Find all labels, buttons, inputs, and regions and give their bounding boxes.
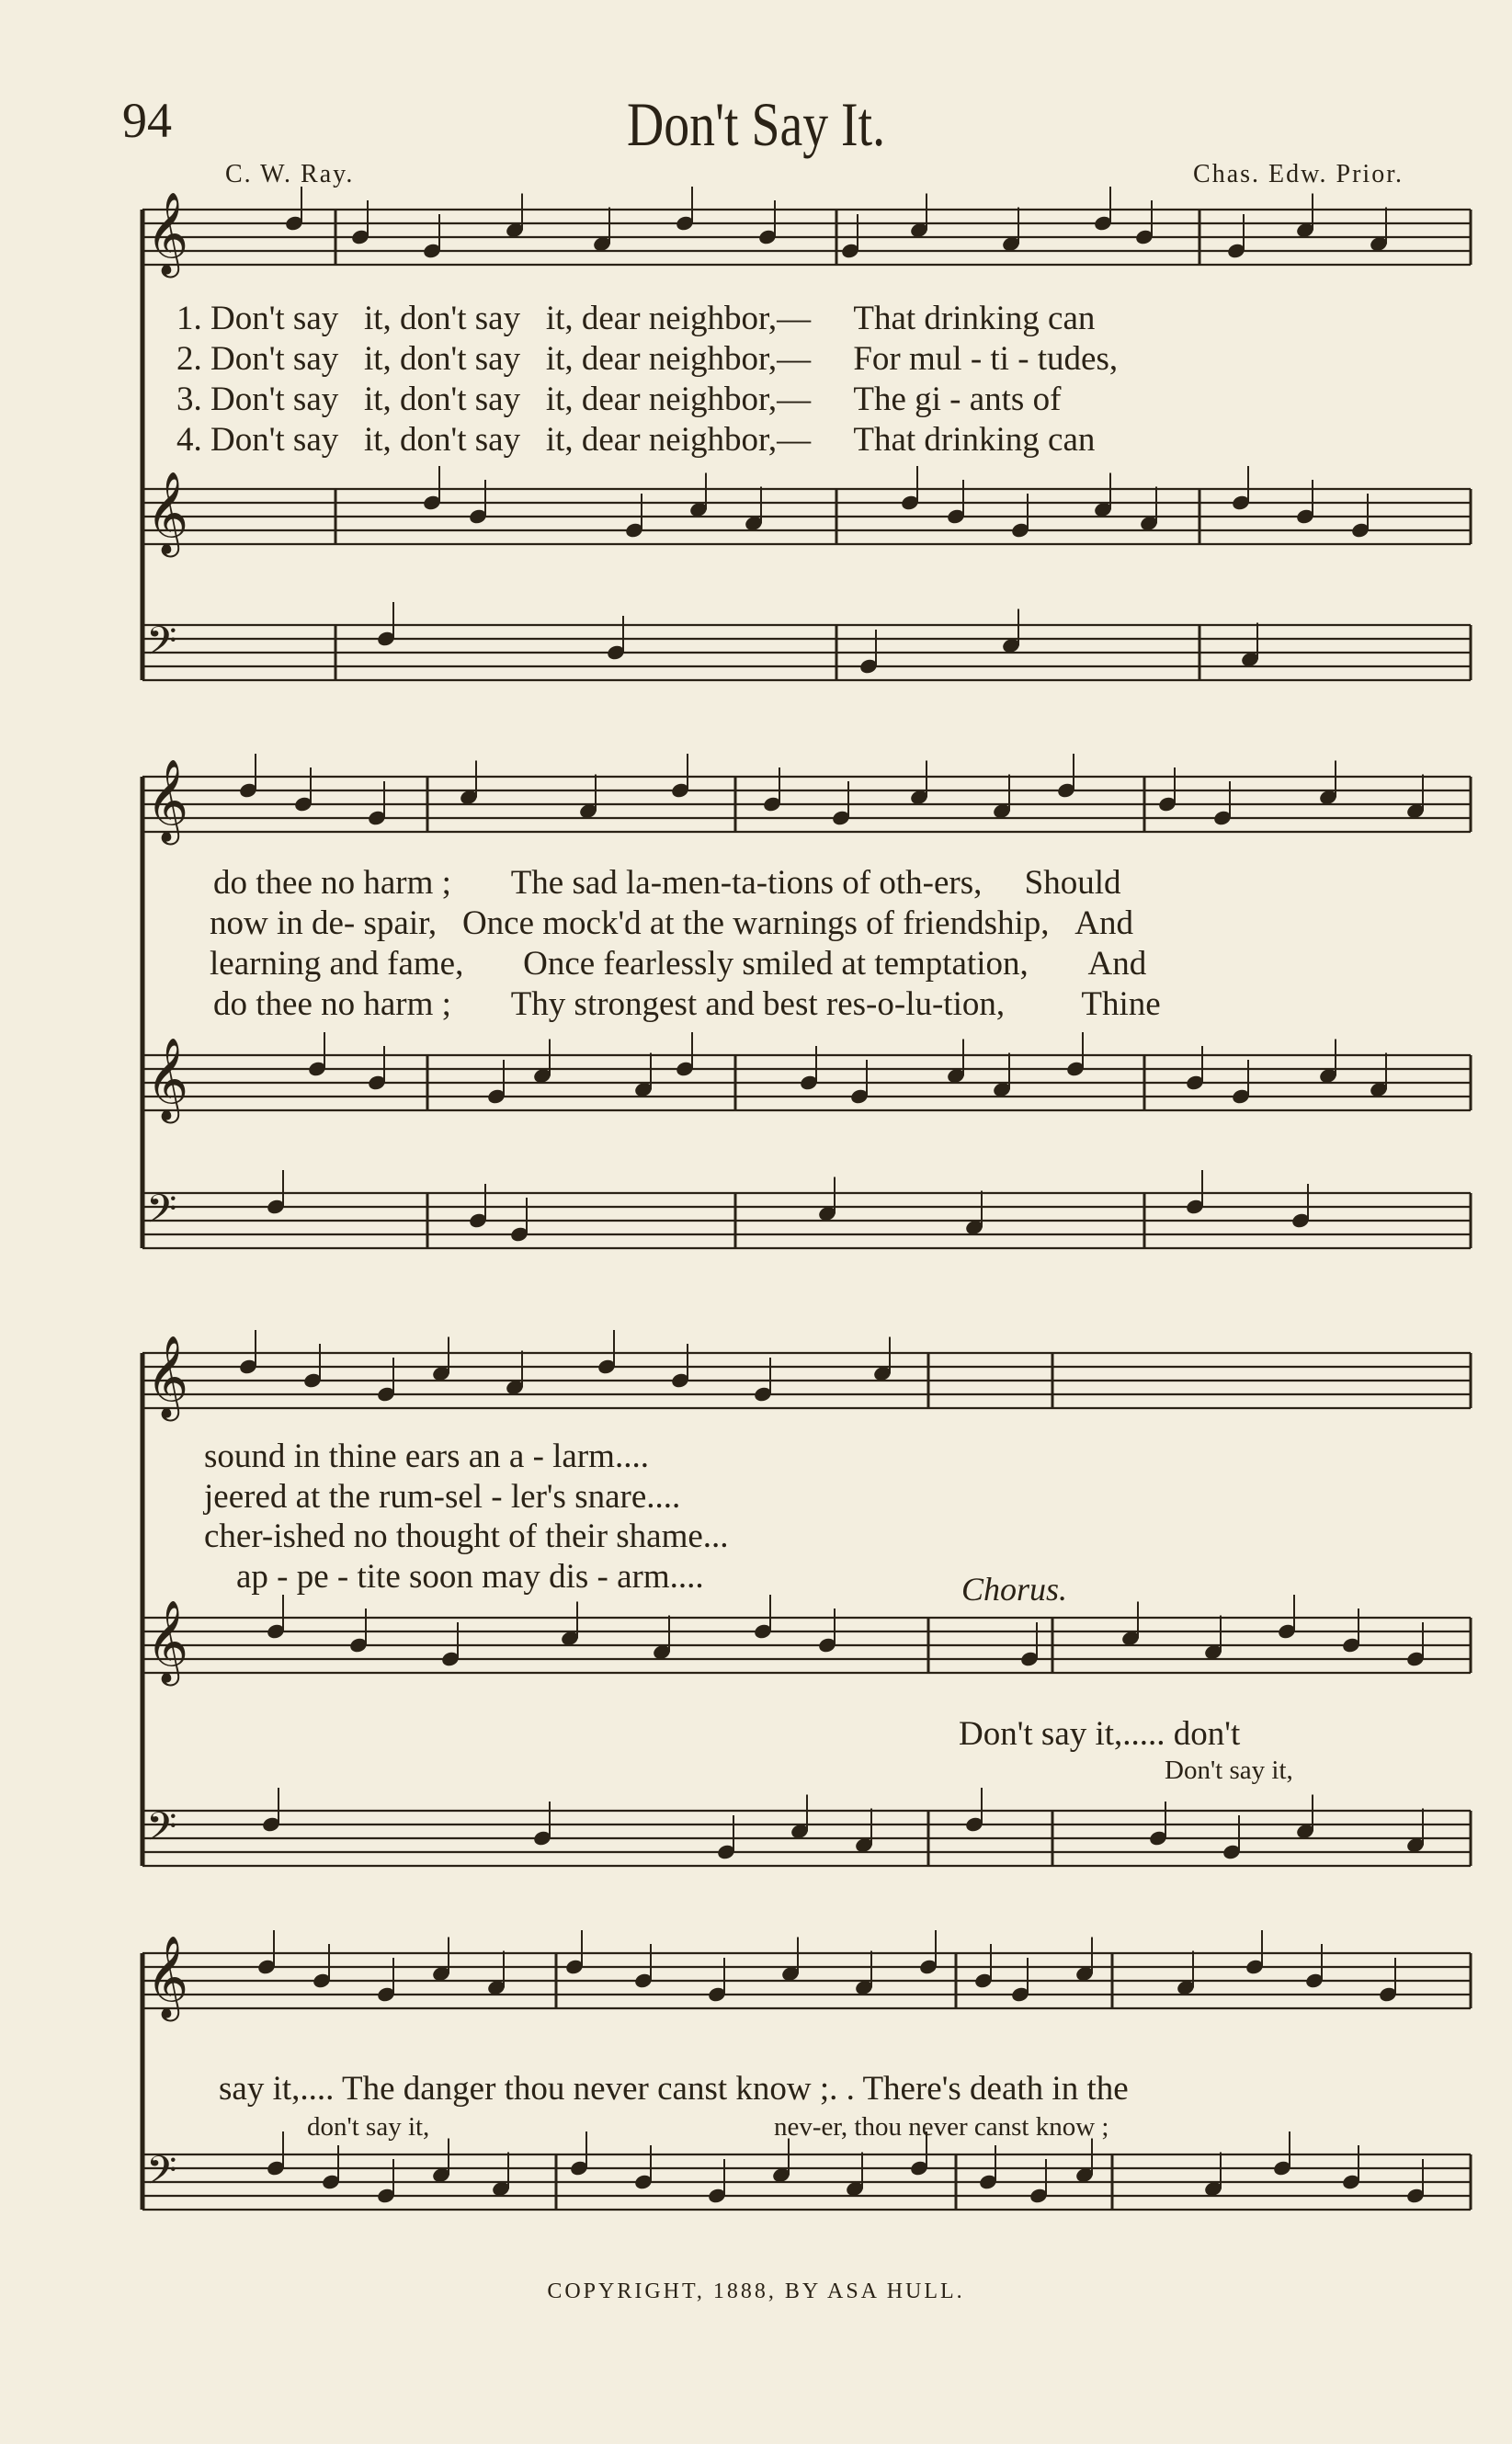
- verse-1-line-3: sound in thine ears an a - larm....: [204, 1438, 649, 1475]
- page-number: 94: [122, 93, 172, 148]
- verse-4-line-3: ap - pe - tite soon may dis - arm....: [236, 1558, 704, 1596]
- treble-clef-icon: 𝄞: [146, 1600, 189, 1683]
- chorus-soprano-lyric: Don't say it,..... don't: [959, 1715, 1241, 1753]
- verse-3-line-3: cher-ished no thought of their shame...: [204, 1518, 729, 1555]
- verse-3-line-1: 3. Don't say it, don't say it, dear neighbor,— The gi - ants of: [176, 381, 1062, 418]
- composer-credit: Chas. Edw. Prior.: [1193, 160, 1404, 188]
- chorus-under-lyric-2: nev-er, thou never canst know ;: [774, 2112, 1109, 2142]
- verse-1-line-1: 1. Don't say it, don't say it, dear neighbor,— That drinking can: [176, 300, 1096, 337]
- bass-clef-icon: 𝄢: [146, 1804, 177, 1859]
- verse-2-line-2: now in de- spair, Once mock'd at the warnings of friendship, And: [210, 904, 1133, 942]
- bass-clef-icon: 𝄢: [146, 619, 177, 674]
- chorus-under-lyric-1: don't say it,: [307, 2112, 430, 2142]
- chorus-label: Chorus.: [961, 1571, 1068, 1608]
- lyricist-credit: C. W. Ray.: [225, 160, 355, 188]
- verse-4-line-1: 4. Don't say it, don't say it, dear neighbor,— That drinking can: [176, 421, 1096, 459]
- verse-2-line-3: jeered at the rum-sel - ler's snare....: [204, 1478, 681, 1516]
- chorus-lyric-line: say it,.... The danger thou never canst know ;. . There's death in the: [219, 2070, 1129, 2108]
- bass-clef-icon: 𝄢: [146, 1187, 177, 1242]
- treble-clef-icon: 𝄞: [146, 759, 189, 842]
- verse-4-line-2: do thee no harm ; Thy strongest and best res-o-lu-tion, Thine: [213, 985, 1161, 1023]
- song-title: Don't Say It.: [626, 89, 886, 159]
- verse-1-line-2: do thee no harm ; The sad la-men-ta-tions of oth-ers, Should: [213, 864, 1121, 902]
- bass-clef-icon: 𝄢: [146, 2148, 177, 2203]
- chorus-bass-lyric: Don't say it,: [1165, 1756, 1293, 1785]
- treble-clef-icon: 𝄞: [146, 1336, 189, 1418]
- copyright-notice: COPYRIGHT, 1888, BY ASA HULL.: [547, 2279, 965, 2303]
- treble-clef-icon: 𝄞: [146, 1936, 189, 2018]
- treble-clef-icon: 𝄞: [146, 192, 189, 275]
- verse-3-line-2: learning and fame, Once fearlessly smiled at temptation, And: [210, 945, 1147, 983]
- treble-clef-icon: 𝄞: [146, 472, 189, 554]
- verse-2-line-1: 2. Don't say it, don't say it, dear neighbor,— For mul - ti - tudes,: [176, 340, 1119, 378]
- treble-clef-icon: 𝄞: [146, 1038, 189, 1120]
